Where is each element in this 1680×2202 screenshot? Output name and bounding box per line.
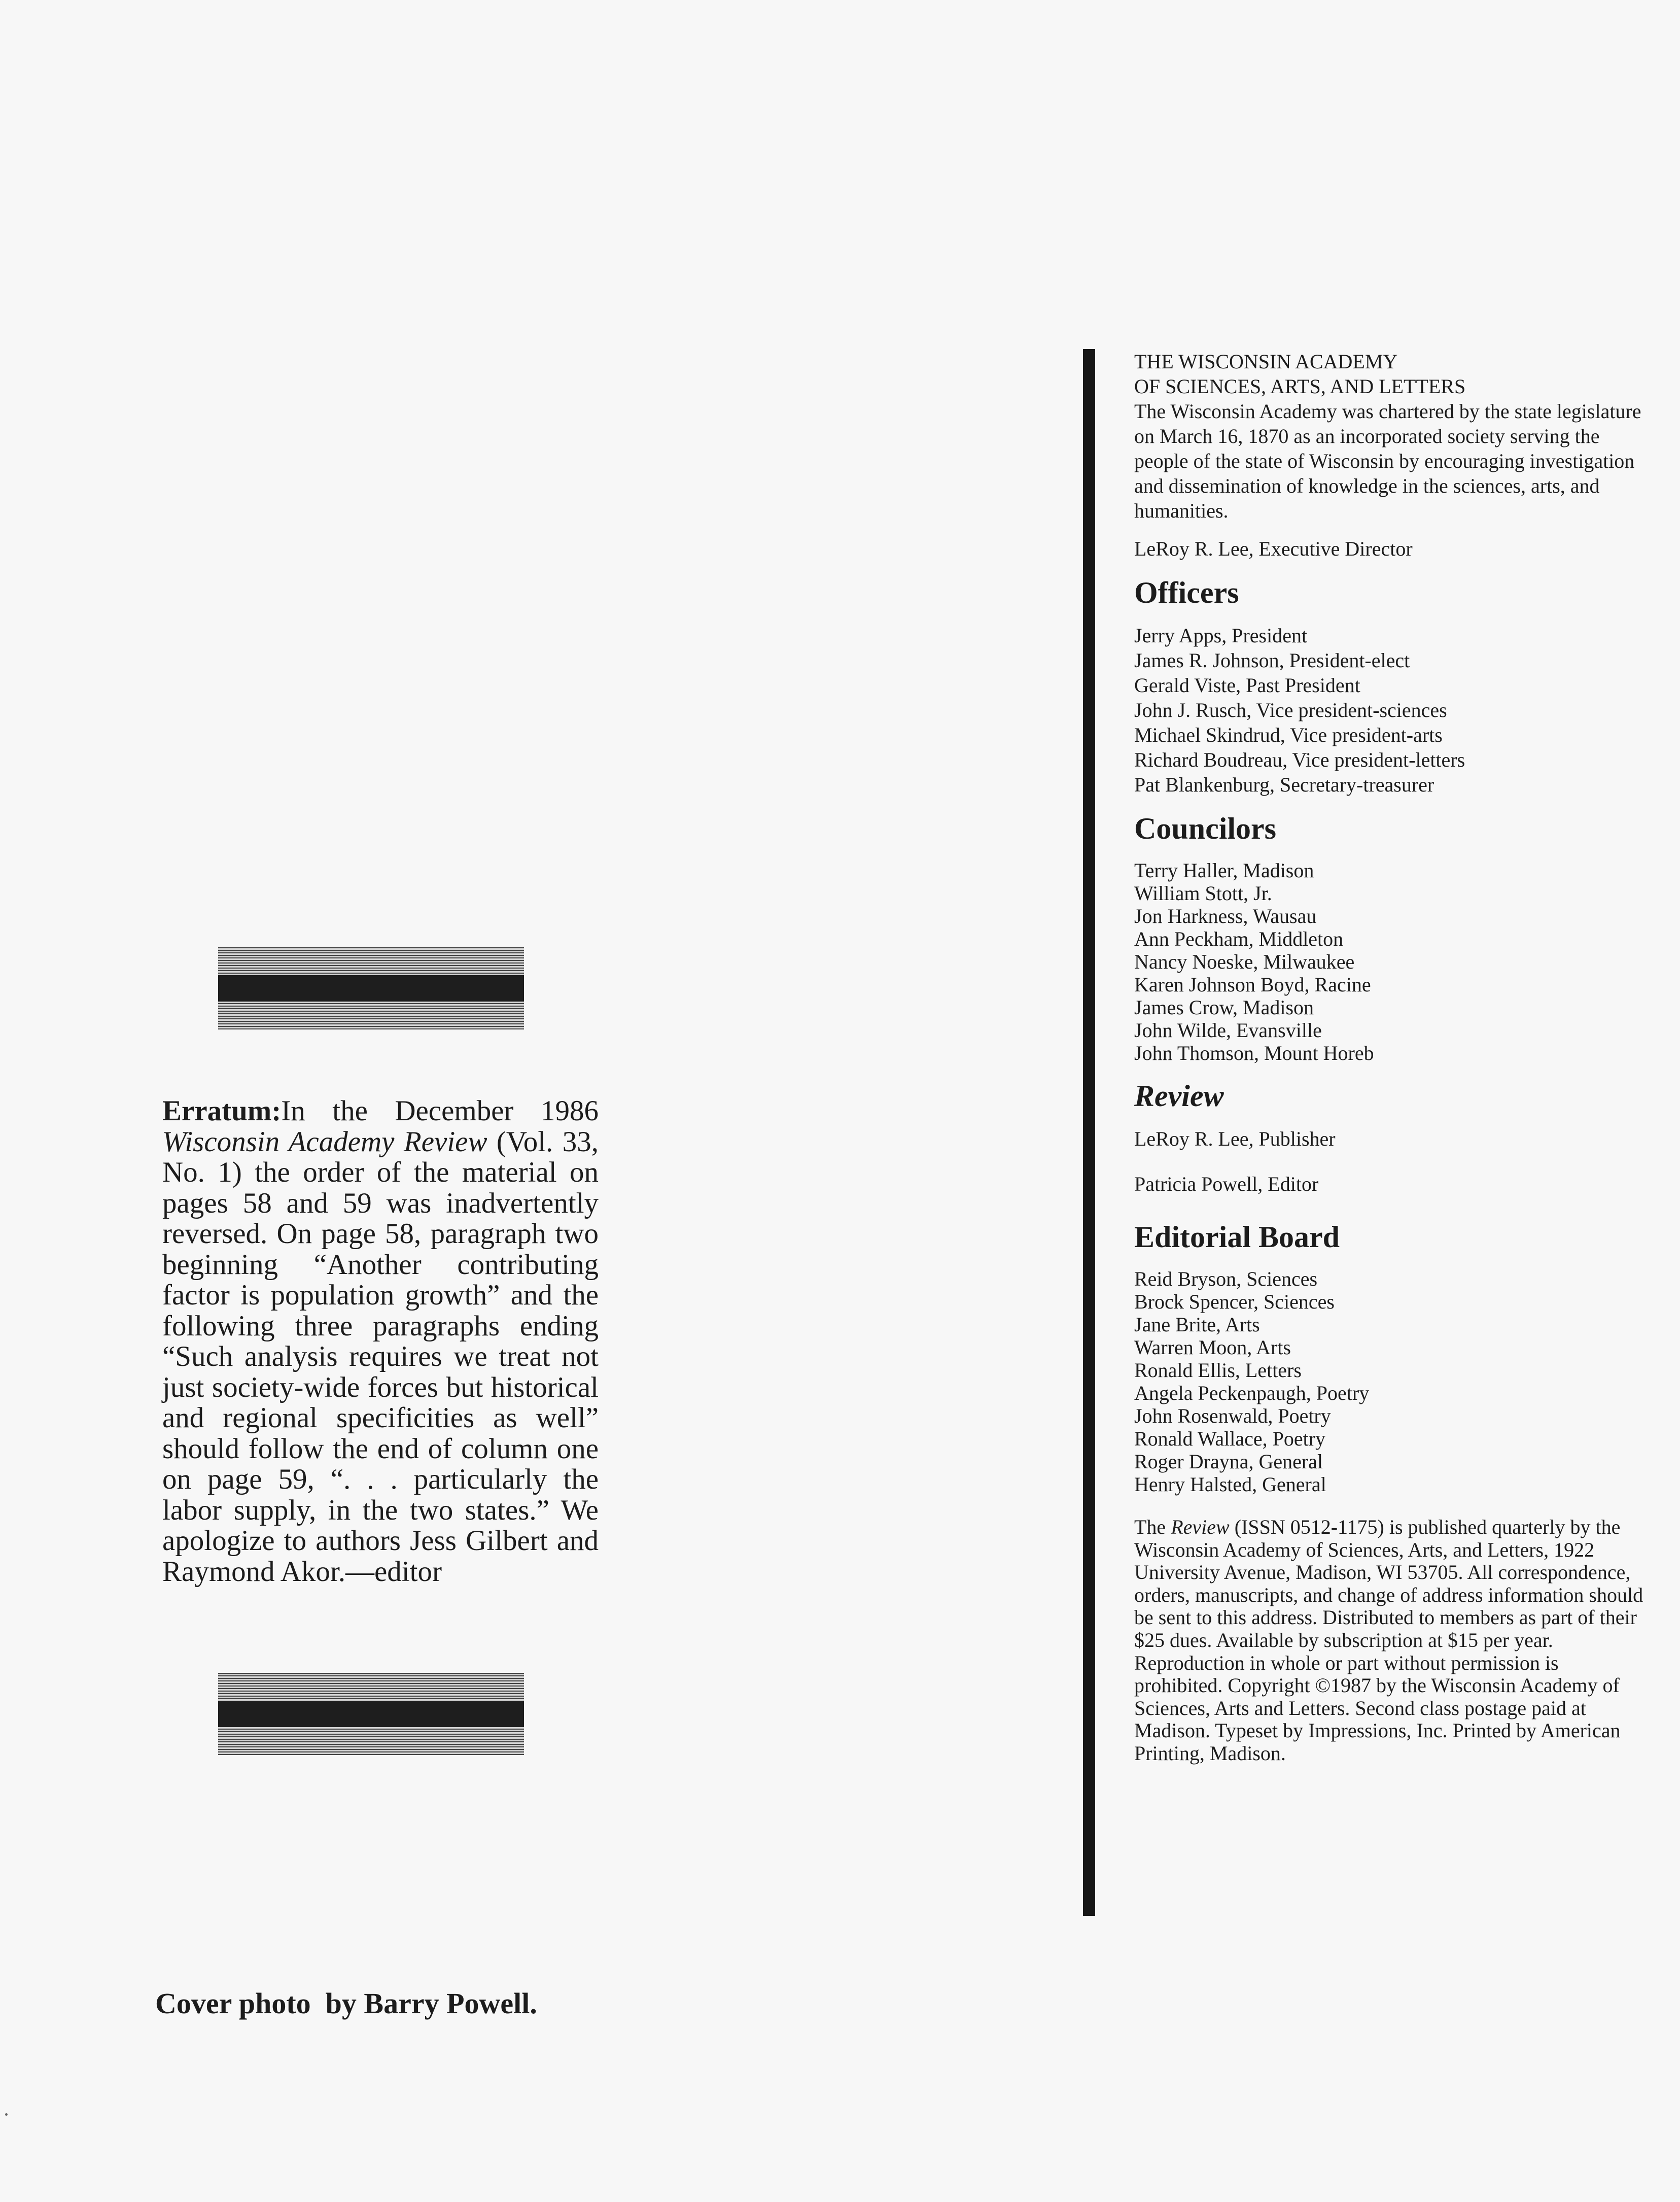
erratum-notice [162, 1096, 599, 1587]
org-name-line-2: OF SCIENCES, ARTS, AND LETTERS [1134, 375, 1466, 398]
scan-speck [5, 2113, 8, 2116]
decorative-bar-bottom [218, 1673, 524, 1755]
councilor-item: Jon Harkness, Wausau [1134, 905, 1317, 927]
officer-item: James R. Johnson, President-elect [1134, 649, 1410, 672]
erratum-review-title: Wisconsin Academy Review [162, 1125, 487, 1158]
editorial-board-heading: Editorial Board [1134, 1220, 1340, 1254]
board-member-item: Ronald Ellis, Letters [1134, 1359, 1302, 1382]
officer-item: John J. Rusch, Vice president-sciences [1134, 699, 1447, 721]
board-member-item: Angela Peckenpaugh, Poetry [1134, 1382, 1370, 1404]
board-member-item: Roger Drayna, General [1134, 1450, 1323, 1473]
publisher: LeRoy R. Lee, Publisher [1134, 1127, 1336, 1150]
editor: Patricia Powell, Editor [1134, 1173, 1319, 1195]
publication-info [1134, 1516, 1652, 1765]
decorative-bar-band [218, 1701, 524, 1727]
councilor-item: Terry Haller, Madison [1134, 859, 1314, 882]
board-member-item: John Rosenwald, Poetry [1134, 1404, 1331, 1427]
editorial-board-list [1134, 1267, 1652, 1496]
councilor-item: John Wilde, Evansville [1134, 1019, 1322, 1042]
board-member-item: Henry Halsted, General [1134, 1473, 1326, 1496]
councilor-item: James Crow, Madison [1134, 996, 1314, 1019]
masthead [1134, 349, 1652, 1765]
erratum-intro: In the December 1986 [281, 1095, 599, 1127]
publication-text: (ISSN 0512-1175) is published quarterly by the Wisconsin Academy of Sciences, Arts, and Letters, 1922 University Avenue, Madison, WI 53705. All correspondence, orders, manuscripts, and change of address information should be sent to this address. Distributed to members as part of their $25 dues. Available by subscription at $15 per year. Reproduction in whole or part without permission is prohibited. Copyright ©1987 by the Wisconsin Academy of Sciences, Arts and Letters. Second class postage paid at Madison. Typeset by Impressions, Inc. Printed by American Printing, Madison. [1134, 1516, 1643, 1765]
decorative-bar-band [218, 975, 524, 1002]
decorative-bar-top [218, 947, 524, 1029]
board-member-item: Brock Spencer, Sciences [1134, 1290, 1335, 1313]
councilor-item: John Thomson, Mount Horeb [1134, 1042, 1374, 1064]
review-heading: Review [1134, 1079, 1224, 1113]
councilors-list [1134, 859, 1652, 1064]
councilor-item: William Stott, Jr. [1134, 882, 1272, 905]
publication-review-title: Review [1171, 1516, 1230, 1538]
board-member-item: Jane Brite, Arts [1134, 1313, 1260, 1336]
erratum-label: Erratum: [162, 1095, 282, 1127]
officers-list [1134, 623, 1652, 797]
officer-item: Michael Skindrud, Vice president-arts [1134, 724, 1443, 746]
board-member-item: Ronald Wallace, Poetry [1134, 1427, 1326, 1450]
officers-heading: Officers [1134, 576, 1239, 609]
officer-item: Gerald Viste, Past President [1134, 674, 1360, 697]
officer-item: Pat Blankenburg, Secretary-treasurer [1134, 773, 1434, 796]
cover-photo-credit: Cover photo by Barry Powell. [155, 1987, 537, 2020]
board-member-item: Warren Moon, Arts [1134, 1336, 1291, 1359]
board-member-item: Reid Bryson, Sciences [1134, 1267, 1318, 1290]
councilors-heading: Councilors [1134, 812, 1277, 845]
org-name-line-1: THE WISCONSIN ACADEMY [1134, 350, 1398, 373]
publication-prefix: The [1134, 1516, 1171, 1538]
officer-item: Richard Boudreau, Vice president-letters [1134, 748, 1465, 771]
erratum-body: (Vol. 33, No. 1) the order of the material on pages 58 and 59 was inadvertently reversed. On page 58, paragraph two beginning “Another contributing factor is population growth” and the following three paragraphs ending “Such analysis requires we treat not just society-wide forces but historical and regional specificities as well” should follow the end of column one on page 59, “. . . particularly the labor supply, in the two states.” We apologize to authors Jess Gilbert and Raymond Akor.—editor [162, 1125, 599, 1588]
officer-item: Jerry Apps, President [1134, 624, 1308, 647]
councilor-item: Karen Johnson Boyd, Racine [1134, 973, 1371, 996]
councilor-item: Nancy Noeske, Milwaukee [1134, 950, 1355, 973]
masthead-vertical-rule [1083, 349, 1095, 1916]
org-description: The Wisconsin Academy was chartered by the state legislature on March 16, 1870 as an incorporated society serving the people of the state of Wisconsin by encouraging investigation and dissemination of knowledge in the sciences, arts, and humanities. [1134, 400, 1641, 522]
executive-director: LeRoy R. Lee, Executive Director [1134, 537, 1413, 560]
councilor-item: Ann Peckham, Middleton [1134, 927, 1344, 950]
